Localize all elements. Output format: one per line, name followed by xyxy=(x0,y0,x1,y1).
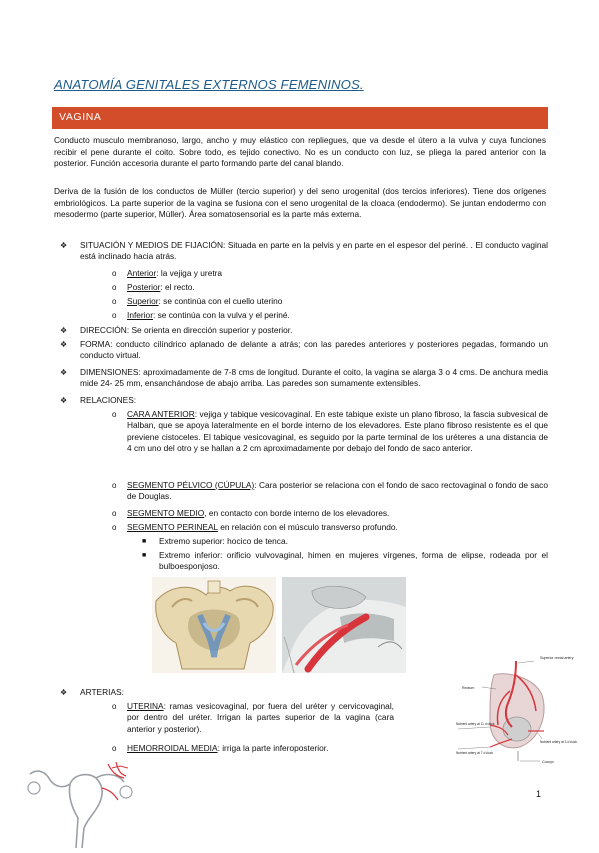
circle-bullet-icon: o xyxy=(112,509,117,518)
sagittal-section-illustration xyxy=(282,577,406,673)
circle-bullet-icon: o xyxy=(112,283,117,292)
label-superior-rectal-artery: Superior rectal artery xyxy=(540,656,574,660)
intro-paragraph-2: Deriva de la fusión de los conductos de Müller (tercio superior) y del seno urogenital (dos tercios inferiores). Tiene dos orígenes embriológicos. La parte superior de la vagina se fusiona con el seno urogenital de la cloaca (endodermo). Se juntan endodermo con mesodermo (parte superior, Müller). Área somatosensorial es la parte más externa. xyxy=(54,186,546,219)
circle-bullet-icon: o xyxy=(112,311,117,320)
section-header xyxy=(52,107,548,129)
page-title: ANATOMÍA GENITALES EXTERNOS FEMENINOS. xyxy=(54,77,364,92)
circle-bullet-icon: o xyxy=(112,523,117,532)
diamond-bullet-icon: ❖ xyxy=(60,241,68,250)
label-coccyx: Coccyx xyxy=(542,760,554,764)
circle-bullet-icon: o xyxy=(112,702,117,711)
intro-paragraph-1: Conducto musculo membranoso, largo, ancho y muy elástico con repliegues, que va desde el útero a la vulva y cuya funciones recibir el pene durante el coito. Sobre todo, es tejido conectivo. No es un conducto con luz, se pliega la pared anterior con la posterior. Función accesoria durante el parto formando parte del canal blando. xyxy=(54,135,546,168)
circle-bullet-icon: o xyxy=(112,269,117,278)
square-bullet-icon: ■ xyxy=(142,552,147,559)
diamond-bullet-icon: ❖ xyxy=(60,688,68,697)
page-number: 1 xyxy=(536,789,542,799)
label-nutrient-3: Nutrient artery at 3 o'clock xyxy=(540,740,577,744)
rectal-arteries-diagram xyxy=(454,655,577,767)
circle-bullet-icon: o xyxy=(112,744,117,753)
circle-bullet-icon: o xyxy=(112,297,117,306)
label-nutrient-7: Nutrient artery at 7 o'clock xyxy=(456,751,493,755)
label-nutrient-11: Nutrient artery at 11 o'clock xyxy=(456,722,495,726)
document-page: ANATOMÍA GENITALES EXTERNOS FEMENINOS. VAGINA Conducto musculo membranoso, largo, ancho y muy elástico con repliegues, que va desde el útero a la vulva y cuya funciones recibir el pene durante el coito. Sobre todo, es tejido conectivo. No es un conducto con luz, se pliega la pared anterior con la posterior. Función accesoria durante el parto formando parte del canal blando. Deriva de la fusión de los conductos de Müller (tercio superior) y del seno urogenital (dos tercios inferiores). Tiene dos orígenes embriológicos. La parte superior de la vagina se fusiona con el seno urogenital de la cloaca (endodermo). Se juntan endodermo con mesodermo (parte superior, Müller). Área somatosensorial es la parte más externa. ❖ SITUACIÓN Y MEDIOS DE FIJACIÓN: Situada en parte en la pelvis y en parte en el espesor del periné. . El conducto vaginal está inclinado hacia atrás. o Anterior: la vejiga y uretra o Posterior: el recto. o Superior: se continúa con el cuello uterino o Inferior: se continúa con la vulva y el periné. ❖ DIRECCIÓN: Se orienta en dirección superior y posterior. ❖ FORMA: conducto cilíndrico aplanado de delante a atrás; con las paredes anteriores y posteriores pegadas, formando un conducto virtual. ❖ DIMENSIONES: aproximadamente de 7-8 cms de longitud. Durante el coito, la vagina se alarga 3 o 4 cms. De anchura media mide 24- 25 mm, ensanchándose de abajo arriba. Las paredes son sumamente extensibles. ❖ RELACIONES: o CARA ANTERIOR: vejiga y tabique vesicovaginal. En este tabique existe un plano fibroso, la fascia subvesical de Halban, que se apoya lateralmente en el borde interno de los elevadores. Este plano fibroso resistente es el que previene cistoceles. El tabique vesicovaginal, es seguido por la parte terminal de los uréteres a una distancia de 4 cm uno del otro y se hallan a 2 cm aproximadamente por debajo del fondo de saco anterior. o SEGMENTO PÉLVICO (CÚPULA): Cara posterior se relaciona con el fondo de saco rectovaginal o fondo de saco de Douglas. o SEGMENTO MEDIO, en contacto con borde interno de los elevadores. o SEGMENTO PERINEAL en relación con el músculo transverso profundo. ■ Extremo superior: hocico de tenca. ■ Extremo inferior: orificio vulvovaginal, himen en mujeres vírgenes, forma de elipse, rodeada por el bulboesponjoso. ❖ ARTERIAS: o UTERINA: ramas vesicovaginal, por fuera del uréter y cervicovaginal, por dentro del uréter. Irrigan la partes superior de la vagina (cara anterior y posterior). o HEMORROIDAL MEDIA: irriga la parte inferoposterior. Superior rectal artery Rectum Nutrient artery at 11 o'clock Nutrient artery at 3 o'clock Nutrient artery at 7 o'clock Coccyx 1 xyxy=(0,0,599,848)
uterus-sketch xyxy=(24,758,136,848)
circle-bullet-icon: o xyxy=(112,481,117,490)
pelvis-illustration xyxy=(152,577,276,673)
diamond-bullet-icon: ❖ xyxy=(60,326,68,335)
diamond-bullet-icon: ❖ xyxy=(60,396,68,405)
circle-bullet-icon: o xyxy=(112,410,117,419)
square-bullet-icon: ■ xyxy=(142,538,147,545)
diamond-bullet-icon: ❖ xyxy=(60,368,68,377)
diamond-bullet-icon: ❖ xyxy=(60,340,68,349)
section-header-label: VAGINA xyxy=(59,111,102,123)
label-rectum: Rectum xyxy=(462,686,475,690)
